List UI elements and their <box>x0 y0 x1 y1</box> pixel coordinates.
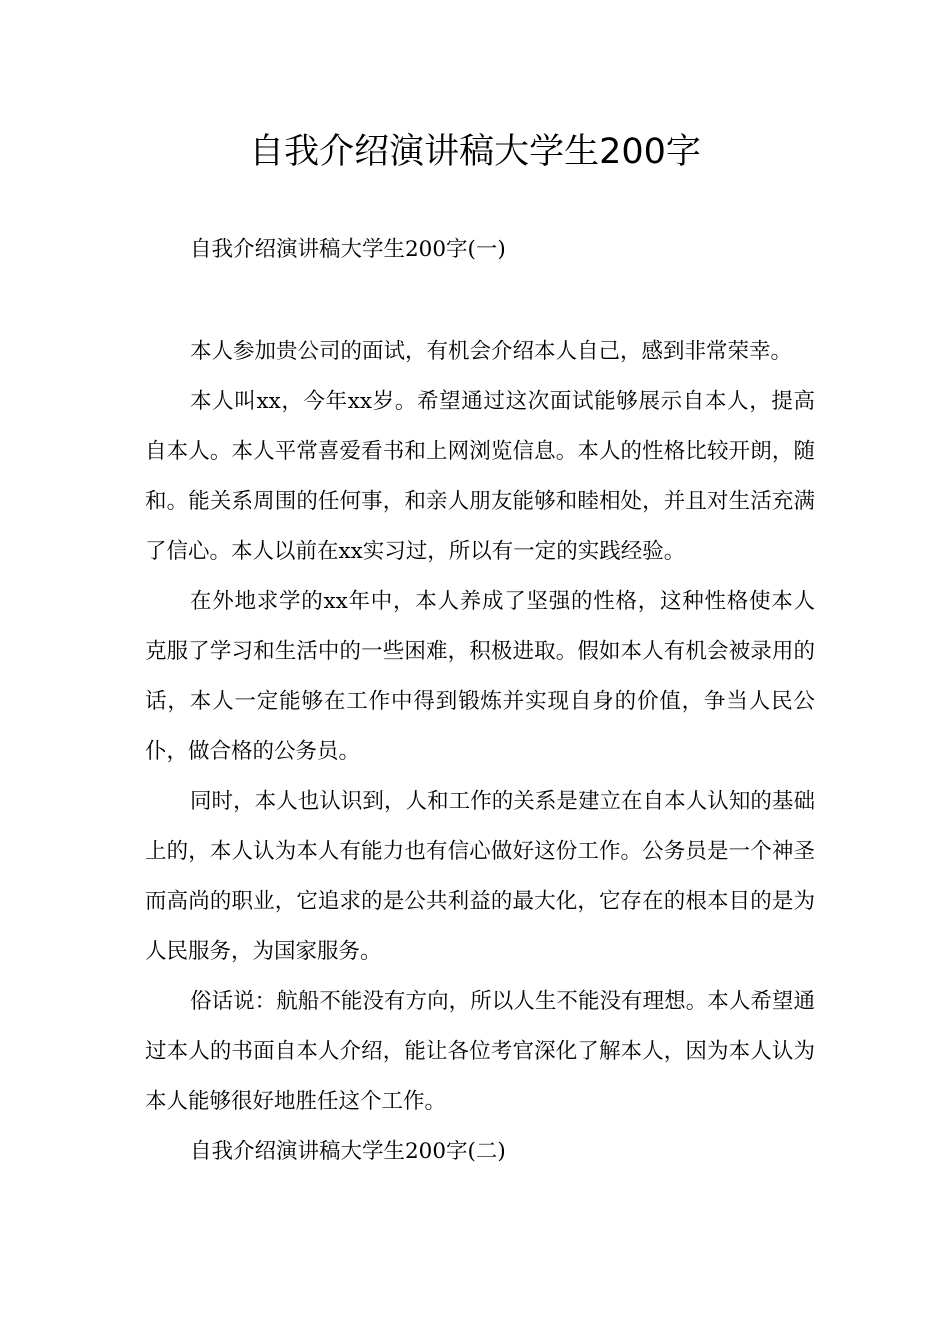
section-heading-one: 自我介绍演讲稿大学生200字(一) <box>190 237 506 262</box>
paragraph-work-view: 同时，本人也认识到，人和工作的关系是建立在自本人认知的基础上的，本人认为本人有能力也有信心做好这份工作。公务员是一个神圣而高尚的职业，它追求的是公共利益的最大化，它存在的根本目的是为人民服务，为国家服务。 <box>145 789 815 964</box>
paragraph-personal-info: 本人叫xx，今年xx岁。希望通过这次面试能够展示自本人，提高自本人。本人平常喜爱看书和上网浏览信息。本人的性格比较开朗，随和。能关系周围的任何事，和亲人朋友能够和睦相处，并且对生活充满了信心。本人以前在xx实习过，所以有一定的实践经验。 <box>145 389 815 564</box>
paragraph-study-experience: 在外地求学的xx年中，本人养成了坚强的性格，这种性格使本人克服了学习和生活中的一些困难，积极进取。假如本人有机会被录用的话，本人一定能够在工作中得到锻炼并实现自身的价值，争当人民公仆，做合格的公务员。 <box>145 589 815 764</box>
section-heading-two: 自我介绍演讲稿大学生200字(二) <box>190 1139 506 1164</box>
paragraph-conclusion: 俗话说：航船不能没有方向，所以人生不能没有理想。本人希望通过本人的书面自本人介绍，能让各位考官深化了解本人，因为本人认为本人能够很好地胜任这个工作。 <box>145 989 815 1114</box>
document-title: 自我介绍演讲稿大学生200字 <box>249 132 701 172</box>
paragraph-intro: 本人参加贵公司的面试，有机会介绍本人自己，感到非常荣幸。 <box>190 339 793 364</box>
